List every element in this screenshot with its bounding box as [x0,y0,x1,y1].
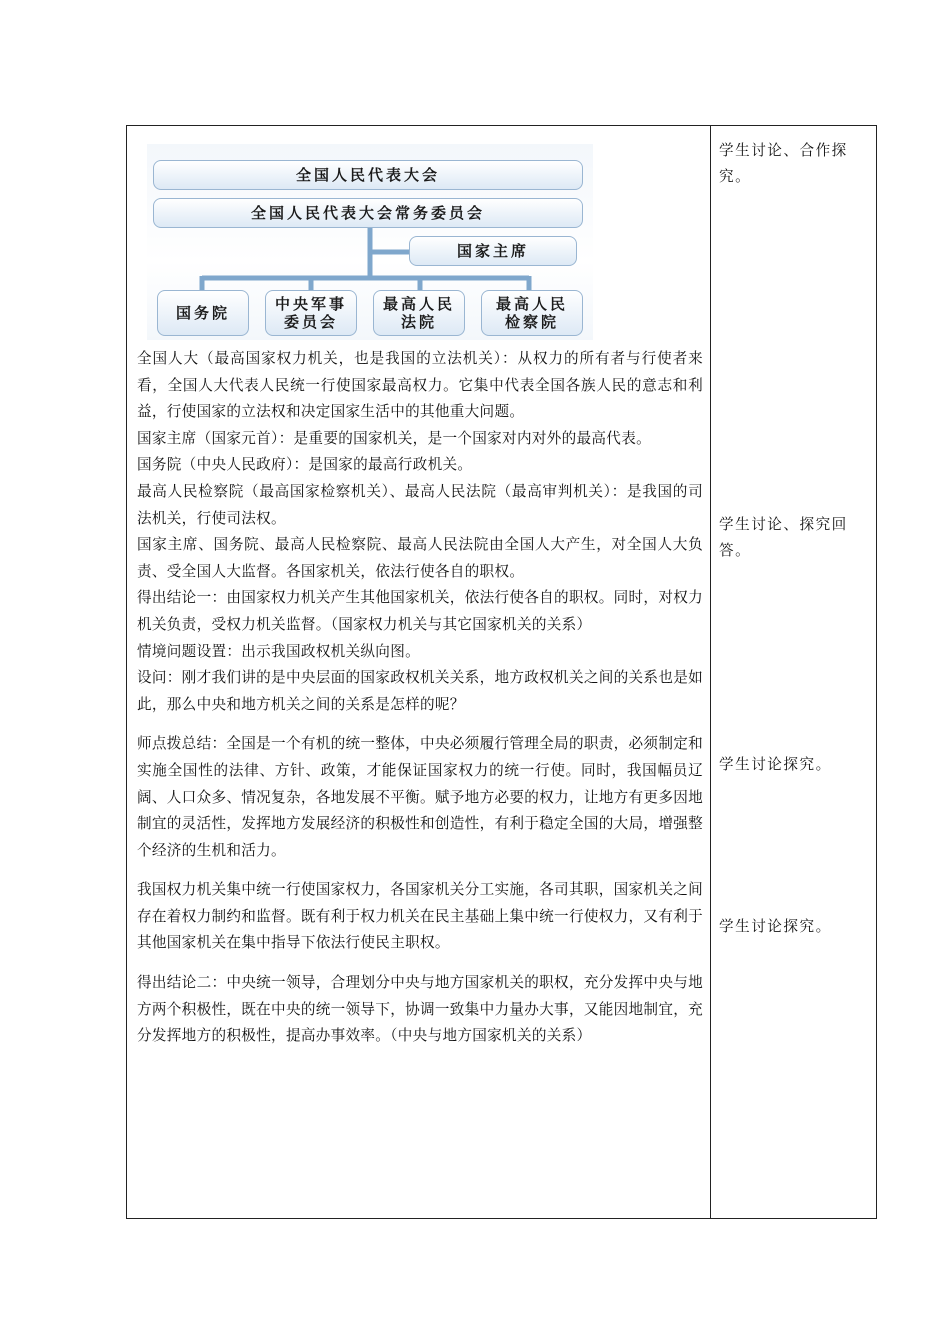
paragraph-conclusion-one: 得出结论一：由国家权力机关产生其他国家机关，依法行使各自的职权。同时，对权力机关负责，受权力机关监督。（国家权力机关与其它国家机关的关系） [137,589,703,633]
procuratorate-label-line2: 检察院 [504,313,559,331]
state-organs-diagram [147,144,593,340]
paragraph-npc: 全国人大（最高国家权力机关，也是我国的立法机关）：从权力的所有者与行使者来看，全国人大代表人民统一行使国家最高权力。它集中代表全国各族人民的意志和利益，行使国家的立法权和决定国家生活中的其他重大问题。 [137,350,703,421]
paragraph-scenario: 情境问题设置：出示我国政权机关纵向图。 [137,642,420,660]
court-label-line2: 法院 [400,313,437,331]
npc-label: 全国人民代表大会 [295,166,440,184]
npc-box [153,160,583,190]
standing-committee-label: 全国人民代表大会常务委员会 [250,204,485,222]
cmc-label-line2: 委员会 [283,313,338,331]
paragraph-conclusion-two: 得出结论二：中央统一领导，合理划分中央与地方国家机关的职权，充分发挥中央与地方两个积极性，既在中央的统一领导下，协调一致集中力量办大事，又能因地制宜，充分发挥地方的积极性，提高办事效率。（中央与地方国家机关的关系） [137,974,703,1045]
supreme-court-box [373,290,465,336]
state-council-box [157,290,249,336]
cmc-box [265,290,357,336]
student-note-2: 学生讨论、探究回答。 [719,516,848,559]
state-council-label: 国务院 [175,304,230,322]
court-label-line1: 最高人民 [382,295,455,313]
teacher-activity-column [137,144,703,1050]
procuratorate-label-line1: 最高人民 [495,295,568,313]
paragraph-accountability: 国家主席、国务院、最高人民检察院、最高人民法院由全国人大产生，对全国人大负责、受全国人大监督。各国家机关，依法行使各自的职权。 [137,536,703,580]
president-label: 国家主席 [456,242,529,260]
procuratorate-box [481,290,583,336]
column-divider [710,126,711,1218]
paragraph-president: 国家主席（国家元首）：是重要的国家机关，是一个国家对内对外的最高代表。 [137,429,651,447]
student-note-4: 学生讨论探究。 [719,918,832,935]
paragraph-judicial: 最高人民检察院（最高国家检察机关）、最高人民法院（最高审判机关）：是我国的司法机关，行使司法权。 [137,482,703,527]
cmc-label-line1: 中央军事 [274,295,347,313]
paragraph-power-organs: 我国权力机关集中统一行使国家权力，各国家机关分工实施，各司其职，国家机关之间存在着权力制约和监督。既有利于权力机关在民主基础上集中统一行使权力，又有利于其他国家机关在集中指导下依法行使民主职权。 [137,881,703,952]
standing-committee-box [153,198,583,228]
president-box [409,236,577,266]
lesson-table [126,125,877,1219]
student-note-3: 学生讨论探究。 [719,756,832,773]
paragraph-state-council: 国务院（中央人民政府）：是国家的最高行政机关。 [137,456,473,474]
student-note-1: 学生讨论、合作探究。 [719,142,848,185]
paragraph-question: 设问：刚才我们讲的是中央层面的国家政权机关关系，地方政权机关之间的关系也是如此，那么中央和地方机关之间的关系是怎样的呢？ [137,669,703,713]
paragraph-teacher-summary: 师点拨总结：全国是一个有机的统一整体，中央必须履行管理全局的职责，必须制定和实施全国性的法律、方针、政策，才能保证国家权力的统一行使。同时，我国幅员辽阔、人口众多、情况复杂，各地发展不平衡。赋予地方必要的权力，让地方有更多因地制宜的灵活性，发挥地方发展经济的积极性和创造性，有利于稳定全国的大局，增强整个经济的生机和活力。 [137,735,703,859]
